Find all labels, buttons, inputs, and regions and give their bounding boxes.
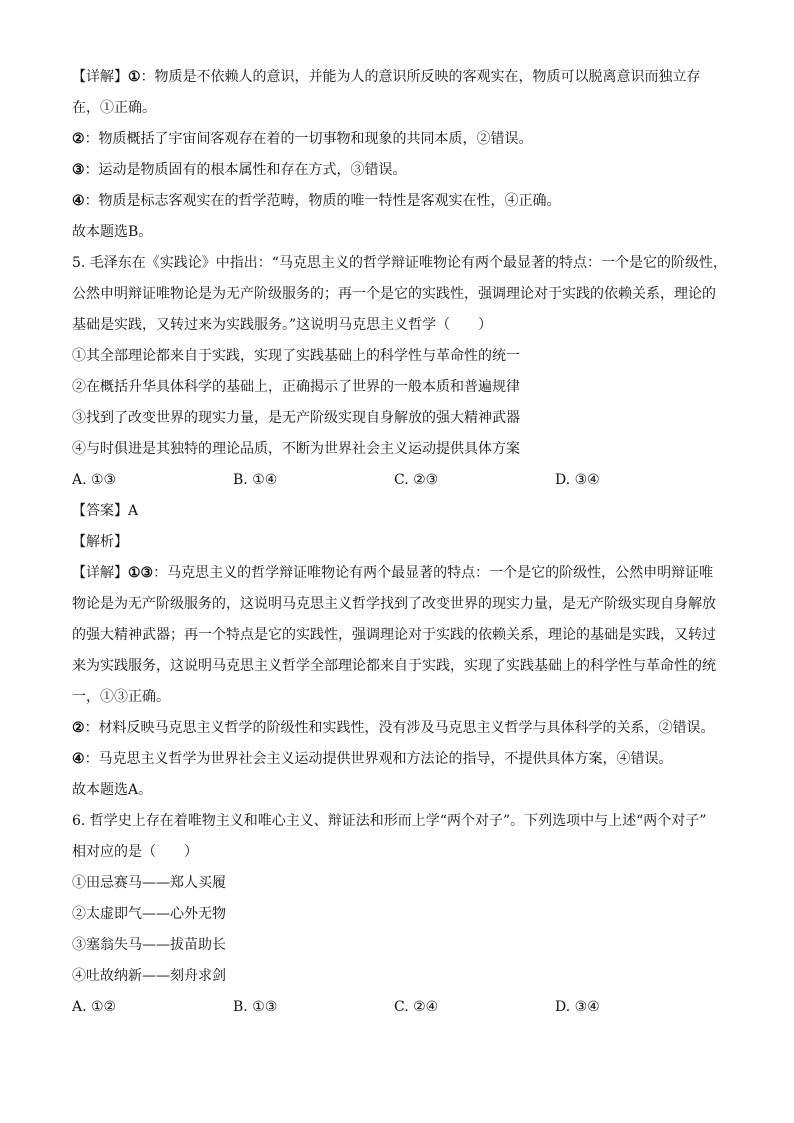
statement-line: ④与时俱进是其独特的理论品质，不断为世界社会主义运动提供具体方案 xyxy=(72,441,520,457)
question-stem-line: 基础是实践，又转过来为实践服务。”这说明马克思主义哲学（ ） xyxy=(72,317,493,333)
detail-line-1 xyxy=(72,64,722,95)
option-d: D. ③④ xyxy=(555,999,600,1015)
point-text: ：物质是标志客观实在的哲学范畴，物质的唯一特性是客观实在性，④正确。 xyxy=(84,193,561,209)
detail-text: ：物质是不依赖人的意识，并能为人的意识所反映的客观实在，物质可以脱离意识而独立存 xyxy=(140,69,701,85)
conclusion-line: 故本题选B。 xyxy=(72,224,153,240)
point-text: ：马克思主义哲学为世界社会主义运动提供世界观和方法论的指导，不提供具体方案，④错误。 xyxy=(84,751,673,767)
detail-marker: ① xyxy=(128,69,141,85)
option-d: D. ③④ xyxy=(555,472,600,488)
detail-line-1 xyxy=(72,560,722,591)
detail-line: 物论是为无产阶级服务的，这说明马克思主义哲学找到了改变世界的现实力量，是无产阶级实现自身解放 xyxy=(72,596,716,612)
statement-line: ②太虚即气——心外无物 xyxy=(72,906,226,922)
statement-line: ①田忌赛马——郑人买履 xyxy=(72,875,226,891)
detail-line: 的强大精神武器；再一个特点是它的实践性，强调理论对于实践的依赖关系，理论的基础是实践，又转过 xyxy=(72,627,716,643)
question-stem-line: 相对应的是（ ） xyxy=(72,844,198,860)
detail-marker: ①③ xyxy=(128,565,154,581)
option-b: B. ①④ xyxy=(233,472,278,488)
detail-line: 一，①③正确。 xyxy=(72,689,170,705)
options-row xyxy=(72,994,722,1025)
point-text: ：物质概括了宇宙间客观存在着的一切事物和现象的共同本质，②错误。 xyxy=(84,131,533,147)
option-a: A. ①② xyxy=(72,999,117,1015)
detail-line-2: 在，①正确。 xyxy=(72,100,156,116)
option-c: C. ②④ xyxy=(394,999,439,1015)
options-row xyxy=(72,467,722,498)
point-marker: ④ xyxy=(72,193,85,209)
question-stem-line: 6. 哲学史上存在着唯物主义和唯心主义、辩证法和形而上学“两个对子”。下列选项中与上述“两个对子” xyxy=(72,813,707,829)
point-marker: ② xyxy=(72,131,85,147)
answer-line xyxy=(72,498,722,529)
point-line xyxy=(72,746,722,777)
detail-tag: 【详解】 xyxy=(72,565,128,581)
statement-line: ③塞翁失马——拔苗助长 xyxy=(72,937,226,953)
conclusion-line: 故本题选A。 xyxy=(72,782,153,798)
statement-line: ②在概括升华具体科学的基础上，正确揭示了世界的一般本质和普遍规律 xyxy=(72,379,520,395)
statement-line: ③找到了改变世界的现实力量，是无产阶级实现自身解放的强大精神武器 xyxy=(72,410,520,426)
option-c: C. ②③ xyxy=(394,472,439,488)
question-stem-line: 公然申明辩证唯物论是为无产阶级服务的；再一个是它的实践性，强调理论对于实践的依赖关系，理论的 xyxy=(72,286,716,302)
option-a: A. ①③ xyxy=(72,472,117,488)
question-stem-line: 5. 毛泽东在《实践论》中指出：“马克思主义的哲学辩证唯物论有两个最显著的特点：一个是它的阶级性， xyxy=(72,255,727,271)
analysis-tag: 【解析】 xyxy=(72,534,128,550)
point-line xyxy=(72,126,722,157)
point-line xyxy=(72,188,722,219)
statement-line: ①其全部理论都来自于实践，实现了实践基础上的科学性与革命性的统一 xyxy=(72,348,520,364)
answer-tag: 【答案】 xyxy=(72,503,128,519)
detail-tag: 【详解】 xyxy=(72,69,128,85)
statement-line: ④吐故纳新——刻舟求剑 xyxy=(72,968,226,984)
point-line xyxy=(72,715,722,746)
detail-line: 来为实践服务，这说明马克思主义哲学全部理论都来自于实践，实现了实践基础上的科学性与革命性的统 xyxy=(72,658,716,674)
exam-page xyxy=(72,64,727,1025)
detail-text: ：马克思主义的哲学辩证唯物论有两个最显著的特点：一个是它的阶级性，公然申明辩证唯 xyxy=(153,565,714,581)
point-line xyxy=(72,157,722,188)
point-text: ：运动是物质固有的根本属性和存在方式，③错误。 xyxy=(84,162,407,178)
answer-value: A xyxy=(128,503,139,519)
point-marker: ④ xyxy=(72,751,85,767)
option-b: B. ①③ xyxy=(233,999,278,1015)
point-marker: ② xyxy=(72,720,85,736)
point-text: ：材料反映马克思主义哲学的阶级性和实践性，没有涉及马克思主义哲学与具体科学的关系，②错误。 xyxy=(84,720,715,736)
point-marker: ③ xyxy=(72,162,85,178)
